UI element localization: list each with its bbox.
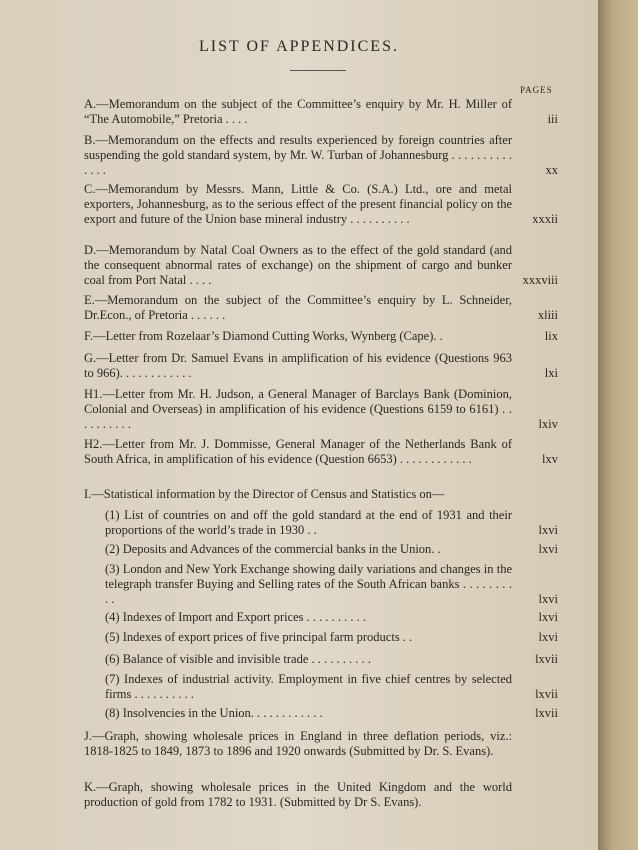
entry-text: (3) London and New York Exchange showing daily variations and changes in the telegraph transfer Buying and Selling rates of the South African banks . . . . . . . . . . (105, 562, 512, 606)
entry-text: I.—Statistical information by the Director of Census and Statistics on— (84, 487, 445, 501)
entry-text: E.—Memorandum on the subject of the Committee’s enquiry by L. Schneider, Dr.Econ., of Pretoria . . . . . . (84, 293, 512, 322)
appendix-sub-entry-4 (105, 610, 560, 625)
entry-text: D.—Memorandum by Natal Coal Owners as to the effect of the gold standard (and the consequent abnormal rates of exchange) on the shipment of cargo and bunker coal from Port Natal . . . . (84, 243, 512, 287)
appendix-sub-entry-2 (105, 542, 560, 557)
entry-page: lxvi (538, 630, 558, 644)
entry-text: C.—Memorandum by Messrs. Mann, Little & Co. (S.A.) Ltd., ore and metal exporters, Johannesburg, as to the serious effect of the present financial policy on the export and future of the Union base mineral industry . . . . . . . . . . (84, 182, 512, 226)
entry-page: iii (547, 112, 558, 126)
appendix-entry-k (84, 780, 560, 810)
pages-column-label: PAGES (520, 85, 553, 95)
entry-text: (1) List of countries on and off the gold standard at the end of 1931 and their proportions of the world’s trade in 1930 . . (105, 508, 512, 537)
appendix-entry-f (84, 329, 560, 344)
entry-text: F.—Letter from Rozelaar’s Diamond Cutting Works, Wynberg (Cape). . (84, 329, 443, 343)
appendix-entry-j (84, 729, 560, 759)
entry-text: A.—Memorandum on the subject of the Committee’s enquiry by Mr. H. Miller of “The Automobile,” Pretoria . . . . (84, 97, 512, 126)
entry-page: xxxviii (522, 273, 558, 287)
entry-page: xliii (537, 308, 558, 322)
appendix-entry-e (84, 293, 560, 323)
appendix-entry-h1 (84, 387, 560, 432)
entry-text: (6) Balance of visible and invisible trade . . . . . . . . . . (105, 652, 371, 666)
entry-page: lxvi (538, 610, 558, 624)
entry-page: lxvii (535, 652, 558, 666)
appendix-entry-i (84, 487, 560, 502)
entry-text: J.—Graph, showing wholesale prices in England in three deflation periods, viz.: 1818-1825 to 1849, 1873 to 1896 and 1920 onwards (Submitted by Dr. S. Evans). (84, 729, 512, 758)
entry-text: H2.—Letter from Mr. J. Dommisse, General Manager of the Netherlands Bank of South Africa, in amplification of his evidence (Question 6653) . . . . . . . . . . . . (84, 437, 512, 466)
page-title: LIST OF APPENDICES. (199, 38, 399, 55)
entry-page: lxi (544, 366, 558, 380)
appendix-sub-entry-1 (105, 508, 560, 538)
appendix-sub-entry-3 (105, 562, 560, 607)
entry-page: lxvi (538, 523, 558, 537)
appendix-entry-d (84, 243, 560, 288)
entry-page: xxxii (532, 212, 558, 226)
title-rule (290, 70, 346, 71)
appendix-entry-g (84, 351, 560, 381)
adjacent-page-edge (598, 0, 638, 850)
entry-text: (8) Insolvencies in the Union. . . . . . . . . . . . (105, 706, 323, 720)
entry-page: xx (545, 163, 558, 177)
entry-text: B.—Memorandum on the effects and results experienced by foreign countries after suspending the gold standard system, by Mr. W. Turban of Johannesburg . . . . . . . . . . . . . . (84, 133, 512, 177)
entry-page: lxvii (535, 687, 558, 701)
entry-page: lxvii (535, 706, 558, 720)
appendix-sub-entry-8 (105, 706, 560, 721)
entry-text: (2) Deposits and Advances of the commercial banks in the Union. . (105, 542, 441, 556)
appendix-entry-b (84, 133, 560, 178)
entry-page: lxvi (538, 542, 558, 556)
entry-text: (5) Indexes of export prices of five principal farm products . . (105, 630, 413, 644)
appendix-sub-entry-7 (105, 672, 560, 702)
entry-text: H1.—Letter from Mr. H. Judson, a General Manager of Barclays Bank (Dominion, Colonial and Overseas) in amplification of his evidence (Questions 6159 to 6161) . . . . . . . . . . (84, 387, 512, 431)
entry-text: (4) Indexes of Import and Export prices . . . . . . . . . . (105, 610, 367, 624)
entry-text: K.—Graph, showing wholesale prices in the United Kingdom and the world production of gold from 1782 to 1931. (Submitted by Dr S. Evans). (84, 780, 512, 809)
entry-page: lxiv (538, 417, 558, 431)
appendix-sub-entry-6 (105, 652, 560, 667)
entry-text: G.—Letter from Dr. Samuel Evans in amplification of his evidence (Questions 963 to 966). . . . . . . . . . . . (84, 351, 512, 380)
appendix-entry-h2 (84, 437, 560, 467)
entry-page: lxvi (538, 592, 558, 606)
entry-page: lix (544, 329, 558, 343)
appendix-sub-entry-5 (105, 630, 560, 645)
entry-page: lxv (542, 452, 558, 466)
appendix-entry-c (84, 182, 560, 227)
entry-text: (7) Indexes of industrial activity. Employment in five chief centres by selected firms . . . . . . . . . . (105, 672, 512, 701)
appendix-entry-a (84, 97, 560, 127)
